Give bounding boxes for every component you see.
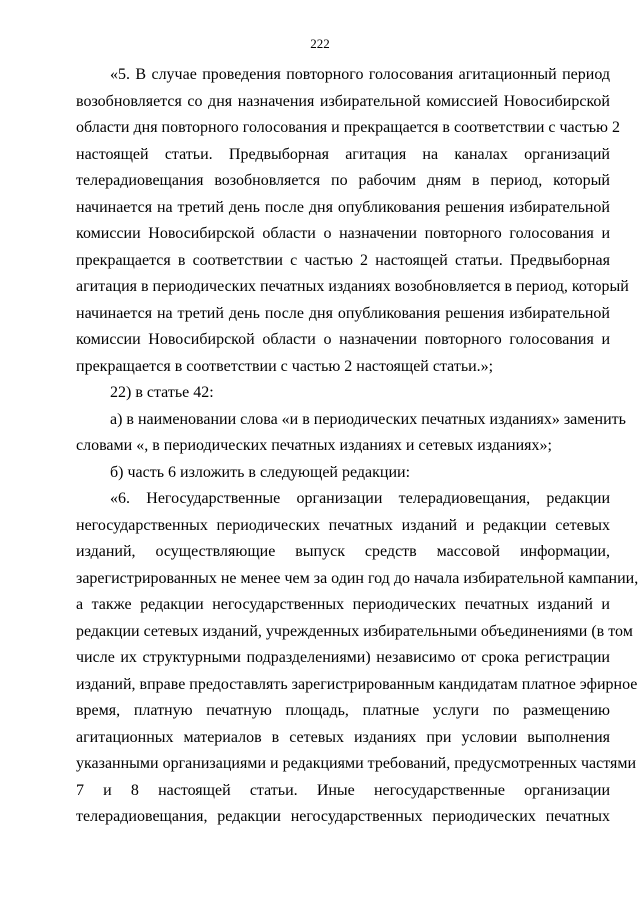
- text-line: начинается на третий день после дня опубликования решения избирательной: [76, 198, 610, 216]
- text-line: «6. Негосударственные организации телерадиовещания, редакции: [110, 490, 610, 507]
- paragraph-p6: [76, 486, 639, 831]
- text-line: 22) в статье 42:: [110, 384, 214, 401]
- text-line: изданий, осуществляющие выпуск средств массовой информации,: [76, 543, 610, 560]
- text-line: телерадиовещания, редакции негосударственных периодических печатных: [76, 808, 610, 825]
- text-line: настоящей статьи. Предвыборная агитация на каналах организаций: [76, 145, 610, 163]
- text-line: агитация в периодических печатных изданиях возобновляется в период, который: [76, 278, 629, 295]
- text-line: начинается на третий день после дня опубликования решения избирательной: [76, 304, 610, 322]
- text-line: комиссии Новосибирской области о назначении повторного голосования и: [76, 225, 610, 242]
- text-line: время, платную печатную площадь, платные услуги по размещению: [76, 702, 610, 719]
- paragraph-p22: [76, 380, 610, 407]
- text-line: телерадиовещания возобновляется по рабочим дням в период, который: [76, 172, 610, 189]
- text-line: комиссии Новосибирской области о назначении повторного голосования и: [76, 331, 610, 348]
- body-text: [76, 62, 639, 831]
- text-line: агитационных материалов в сетевых изданиях при условии выполнения: [76, 728, 610, 746]
- text-line: области дня повторного голосования и прекращается в соответствии с частью 2: [76, 119, 620, 136]
- page-number: 222: [310, 36, 330, 51]
- text-line: числе их структурными подразделениями) независимо от срока регистрации: [76, 649, 610, 666]
- text-line: 7 и 8 настоящей статьи. Иные негосударственные организации: [76, 781, 610, 799]
- paragraph-p5: [76, 62, 629, 380]
- text-line: а) в наименовании слова «и в периодических печатных изданиях» заменить: [110, 410, 626, 428]
- paragraph-pb: [76, 460, 610, 487]
- text-line: негосударственных периодических печатных изданий и редакции сетевых: [76, 516, 610, 534]
- text-line: зарегистрированных не менее чем за один год до начала избирательной кампании,: [76, 569, 639, 587]
- text-line: б) часть 6 изложить в следующей редакции:: [110, 463, 411, 481]
- paragraph-pa: [76, 407, 626, 460]
- text-line: словами «, в периодических печатных изданиях и сетевых изданиях»;: [76, 437, 552, 454]
- text-line: «5. В случае проведения повторного голосования агитационный период: [110, 66, 610, 83]
- text-line: изданий, вправе предоставлять зарегистрированным кандидатам платное эфирное: [76, 675, 638, 693]
- text-line: а также редакции негосударственных периодических печатных изданий и: [76, 596, 610, 613]
- text-line: редакции сетевых изданий, учрежденных избирательными объединениями (в том: [76, 622, 633, 640]
- text-line: возобновляется со дня назначения избирательной комиссией Новосибирской: [76, 92, 610, 110]
- text-line: указанными организациями и редакциями требований, предусмотренных частями: [76, 755, 637, 772]
- text-line: прекращается в соответствии с частью 2 настоящей статьи.»;: [76, 357, 494, 375]
- text-line: прекращается в соответствии с частью 2 настоящей статьи. Предвыборная: [76, 251, 610, 269]
